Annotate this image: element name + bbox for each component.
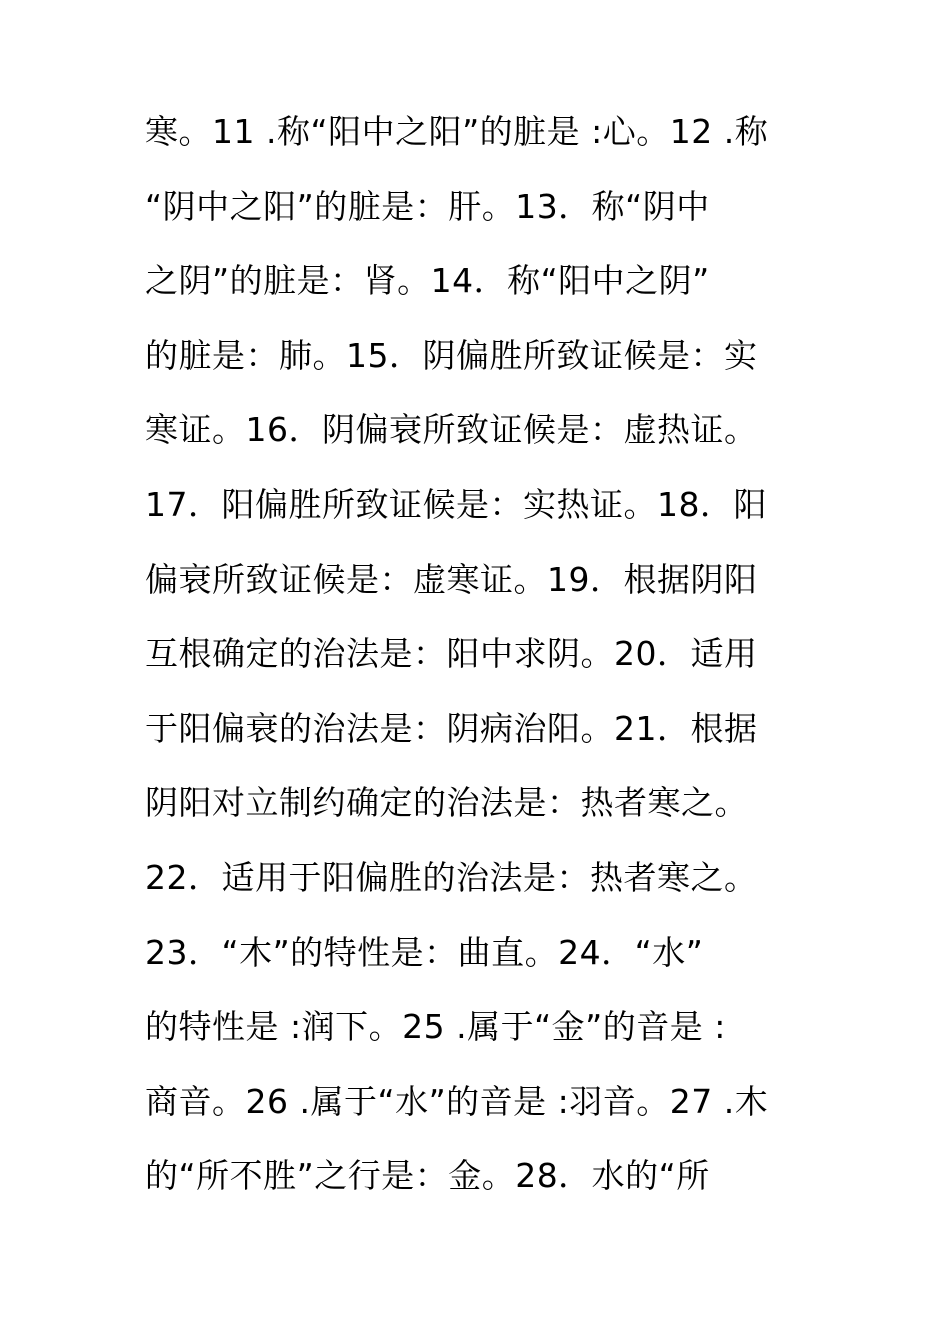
text-line: 商音。26 .属于“水”的音是 :羽音。27 .木 [145,1081,769,1121]
text-line: 阴阳对立制约确定的治法是：热者寒之。 [145,783,748,823]
text-line: 寒证。16．阴偏衰所致证候是：虚热证。 [145,410,758,450]
text-line: 17．阳偏胜所致证候是：实热证。18．阳 [145,484,767,524]
text-line: 22．适用于阳偏胜的治法是：热者寒之。 [145,857,758,897]
text-line: “阴中之阳”的脏是：肝。13．称“阴中 [145,186,710,226]
text-line: 23．“木”的特性是：曲直。24．“水” [145,932,704,972]
text-line: 的脏是：肺。15．阴偏胜所致证候是：实 [145,335,758,375]
text-line: 的“所不胜”之行是：金。28．水的“所 [145,1156,710,1196]
text-line: 于阳偏衰的治法是：阴病治阳。21．根据 [145,708,758,748]
body-text [145,102,815,1221]
text-line: 之阴”的脏是：肾。14．称“阳中之阴” [145,261,710,301]
text-line: 的特性是 :润下。25 .属于“金”的音是 : [145,1007,726,1047]
text-line: 偏衰所致证候是：虚寒证。19．根据阴阳 [145,559,758,599]
text-line: 互根确定的治法是：阳中求阴。20．适用 [145,634,758,674]
text-line: 寒。11 .称“阳中之阳”的脏是 :心。12 .称 [145,112,769,151]
